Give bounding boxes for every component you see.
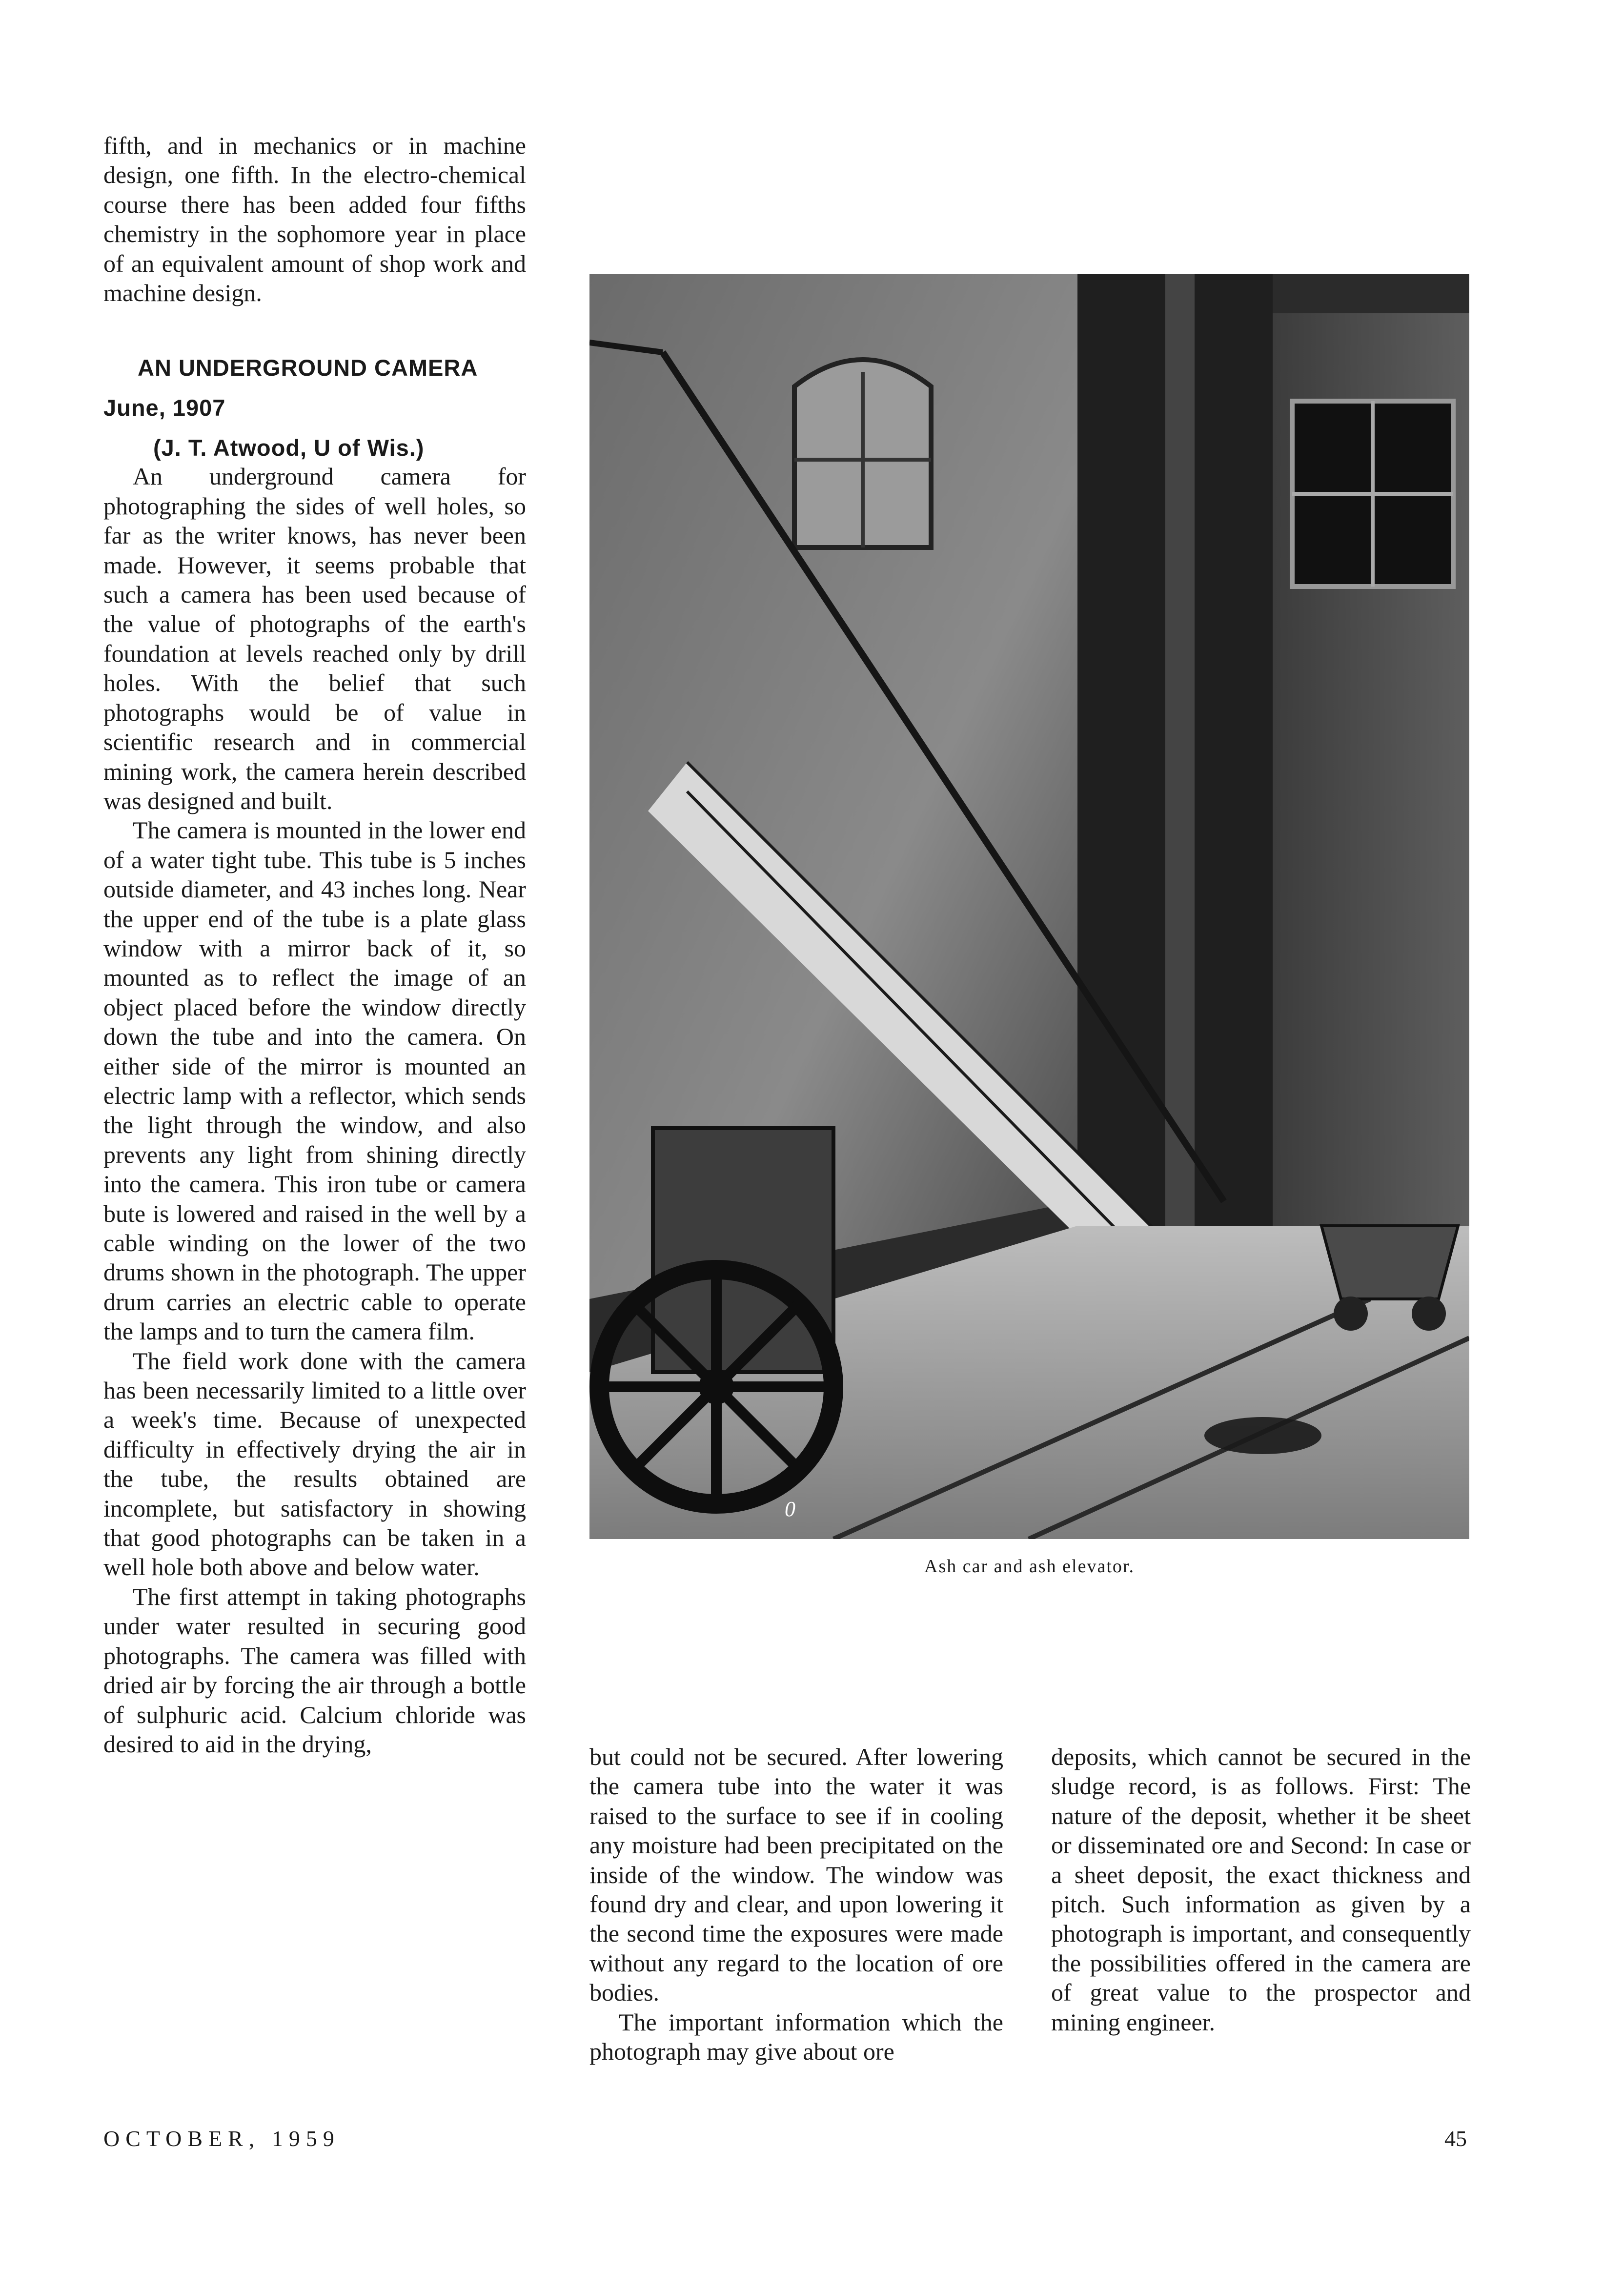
- photo-marking: 0: [785, 1497, 795, 1521]
- article-author: (J. T. Atwood, U of Wis.): [153, 435, 425, 461]
- crate: [653, 1128, 833, 1372]
- right-column: [1051, 1742, 1471, 2037]
- article-heading: AN UNDERGROUND CAMERA: [138, 355, 478, 381]
- body-paragraph: but could not be secured. After lowering the camera tube into the water it was raised to the surface to see if in cooling any moisture had been precipitated on the inside of the window. The window was found dry and clear, and upon lowering it the second time the exposures were made without any regard to the location of ore bodies.: [589, 1743, 1003, 2007]
- left-column: [103, 131, 526, 1759]
- photograph-ash-elevator: [589, 274, 1469, 1539]
- ash-car: [1321, 1226, 1458, 1299]
- article-date: June, 1907: [103, 395, 226, 421]
- body-paragraph: The important information which the photograph may give about ore: [589, 2008, 1003, 2066]
- middle-column: [589, 1742, 1003, 2066]
- body-paragraph: deposits, which cannot be secured in the sludge record, is as follows. First: The nature of the deposit, whether it be sheet or disseminated ore and Second: In case or a sheet deposit, the exact thickness and pitch. Such information as given by a photograph is important, and consequently the possibilities offered in the camera are of great value to the prospector and mining engineer.: [1051, 1743, 1471, 2036]
- page-number: 45: [1444, 2126, 1467, 2151]
- body-paragraph: The field work done with the camera has been necessarily limited to a little over a week's time. Because of unexpected difficulty in effectively drying the air in the tube, the results obtained are incomplete, but satisfactory in showing that good photographs can be taken in a well hole both above and below water.: [103, 1347, 526, 1581]
- intro-paragraph: fifth, and in mechanics or in machine design, one fifth. In the electro-chemical course there has been added four fifths chemistry in the sophomore year in place of an equivalent amount of shop work and machine design.: [103, 132, 526, 307]
- footer-issue-date: OCTOBER, 1959: [103, 2126, 340, 2151]
- winding-drum-wheel: [599, 1270, 833, 1504]
- body-paragraph: The camera is mounted in the lower end of a water tight tube. This tube is 5 inches outside diameter, and 43 inches long. Near the upper end of the tube is a plate glass window with a mirror back of it, so mounted as to reflect the image of an object placed before the window directly down the tube and into the camera. On either side of the mirror is mounted an electric lamp with a reflector, which sends the light through the window, and also prevents any light from shining directly into the camera. This iron tube or camera bute is lowered and raised in the well by a cable winding on the lower of the two drums shown in the photograph. The upper drum carries an electric cable to operate the lamps and to turn the camera film.: [103, 816, 526, 1345]
- body-paragraph: An underground camera for photographing the sides of well holes, so far as the writer knows, has never been made. However, it seems probable that such a camera has been used because of the value of photographs of the earth's foundation at levels reached only by drill holes. With the belief that such photographs would be of value in scientific research and in commercial mining work, the camera herein described was designed and built.: [103, 463, 526, 814]
- photo-caption: Ash car and ash elevator.: [924, 1556, 1135, 1577]
- body-paragraph: The first attempt in taking photographs under water resulted in securing good photographs. The camera was filled with dried air by forcing the air through a bottle of sulphuric acid. Calcium chloride was desired to aid in the drying,: [103, 1582, 526, 1758]
